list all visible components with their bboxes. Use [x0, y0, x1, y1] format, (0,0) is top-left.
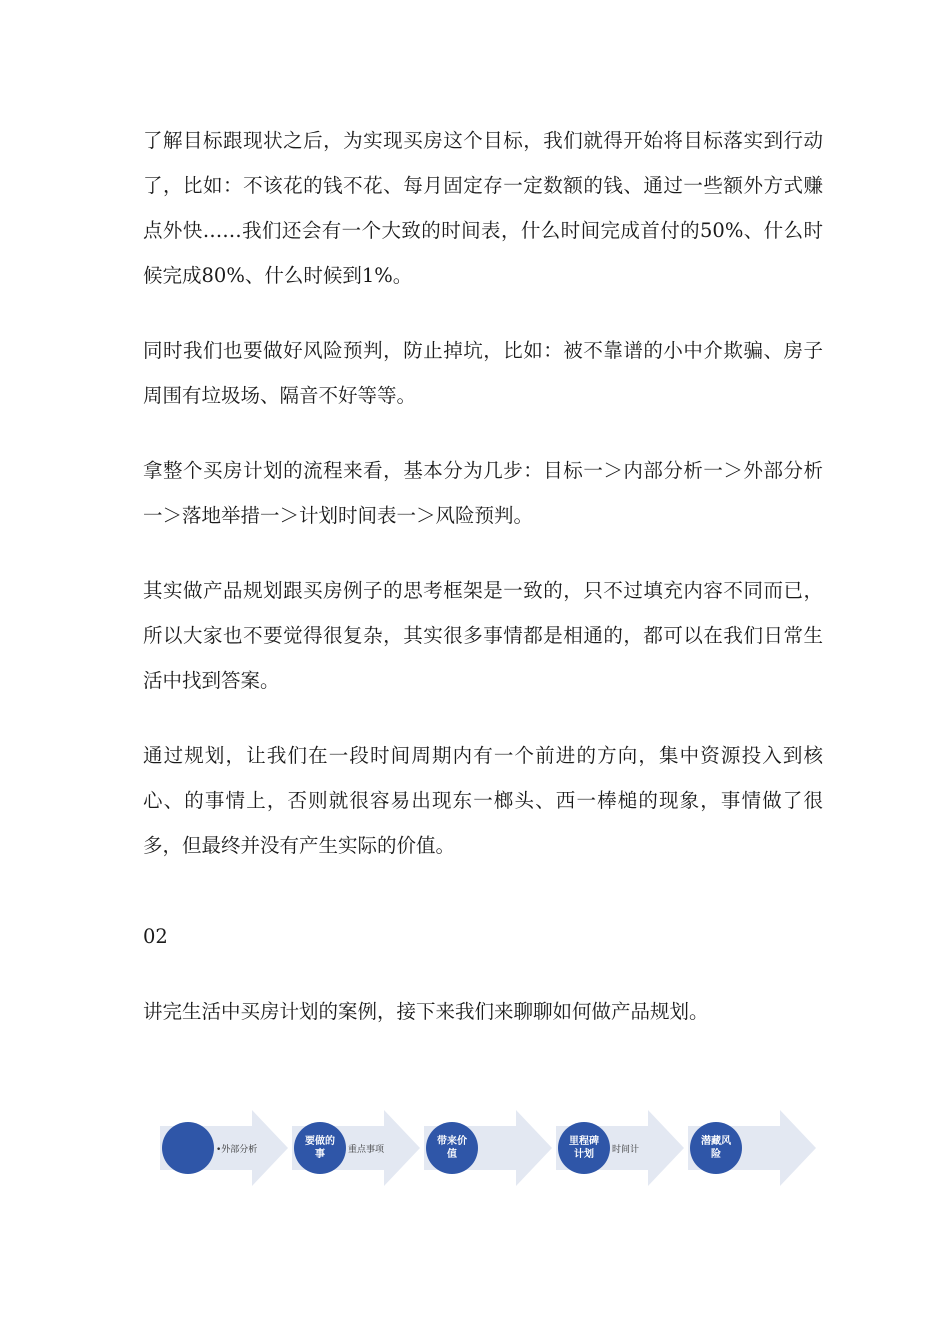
- article-body: [143, 118, 823, 1064]
- intro-paragraph: 讲完生活中买房计划的案例，接下来我们来聊聊如何做产品规划。: [143, 1000, 709, 1023]
- flow-step-circle: 里程碑计划: [558, 1122, 610, 1174]
- flow-step: [424, 1108, 552, 1188]
- paragraph: 通过规划，让我们在一段时间周期内有一个前进的方向，集中资源投入到核心、的事情上，否则就很容易出现东一榔头、西一棒槌的现象，事情做了很多，但最终并没有产生实际的价值。: [143, 744, 823, 857]
- paragraph: 同时我们也要做好风险预判，防止掉坑，比如：被不靠谱的小中介欺骗、房子周围有垃圾场、隔音不好等等。: [143, 339, 823, 407]
- flow-step-circle: [162, 1122, 214, 1174]
- section-number: 02: [143, 925, 168, 948]
- flow-step-label: •外部分析: [216, 1145, 258, 1155]
- flow-step-circle: 潜藏风险: [690, 1122, 742, 1174]
- paragraph: 拿整个买房计划的流程来看，基本分为几步：目标一＞内部分析一＞外部分析一＞落地举措一＞计划时间表一＞风险预判。: [143, 459, 823, 527]
- paragraph: 其实做产品规划跟买房例子的思考框架是一致的，只不过填充内容不同而已，所以大家也不要觉得很复杂，其实很多事情都是相通的，都可以在我们日常生活中找到答案。: [143, 579, 823, 692]
- flow-step-circle: 带来价值: [426, 1122, 478, 1174]
- flow-step: [160, 1108, 288, 1188]
- flow-step-circle: 要做的事: [294, 1122, 346, 1174]
- flow-step-label: 时间计: [612, 1145, 640, 1155]
- paragraph: 了解目标跟现状之后，为实现买房这个目标，我们就得开始将目标落实到行动了，比如：不该花的钱不花、每月固定存一定数额的钱、通过一些额外方式赚点外快……我们还会有一个大致的时间表，什么时间完成首付的50%、什么时候完成80%、什么时候到1%。: [143, 129, 823, 287]
- flow-step: [688, 1108, 816, 1188]
- flow-step: [556, 1108, 684, 1188]
- flow-step-label: 重点事项: [348, 1145, 385, 1155]
- flow-step: [292, 1108, 420, 1188]
- planning-flow-diagram: [160, 1108, 820, 1188]
